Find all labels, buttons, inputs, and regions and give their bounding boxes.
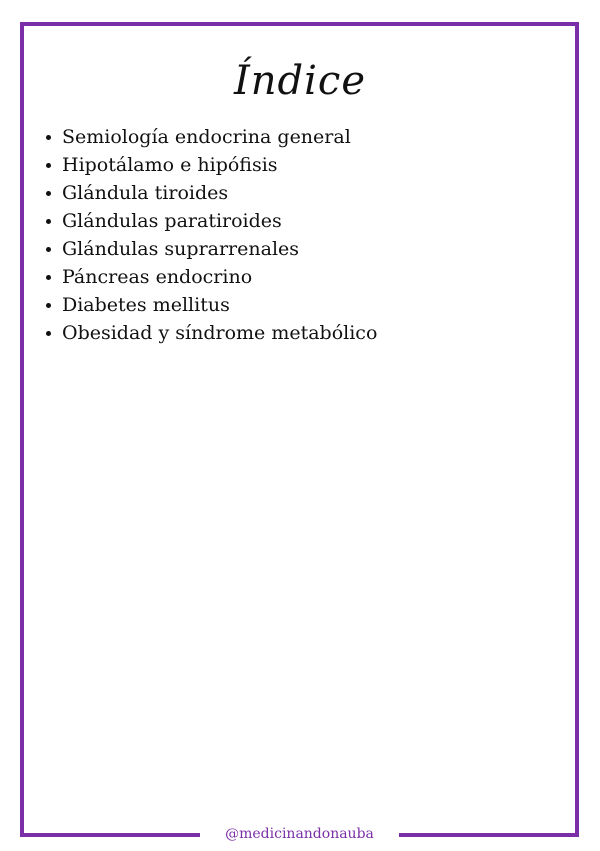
bullet-icon xyxy=(46,191,51,196)
list-item xyxy=(44,235,377,263)
bullet-icon xyxy=(46,135,51,140)
list-item xyxy=(44,291,377,319)
bullet-icon xyxy=(46,219,51,224)
page-border-right xyxy=(575,22,579,837)
list-item xyxy=(44,123,377,151)
list-item xyxy=(44,179,377,207)
page-border-top xyxy=(20,22,579,26)
list-item-label: Glándula tiroides xyxy=(62,182,229,204)
list-item-label: Glándulas suprarrenales xyxy=(62,238,300,260)
list-item-label: Páncreas endocrino xyxy=(62,266,253,288)
list-item-label: Glándulas paratiroides xyxy=(62,210,282,232)
list-item-label: Semiología endocrina general xyxy=(62,126,351,148)
list-item xyxy=(44,151,377,179)
list-item xyxy=(44,207,377,235)
list-item xyxy=(44,319,377,347)
page-border-bottom-left xyxy=(20,833,200,837)
footer-handle: @medicinandonauba xyxy=(225,826,374,842)
list-item xyxy=(44,263,377,291)
bullet-icon xyxy=(46,303,51,308)
bullet-icon xyxy=(46,247,51,252)
list-item-label: Hipotálamo e hipófisis xyxy=(62,154,278,176)
page-border-bottom-right xyxy=(399,833,579,837)
list-item-label: Obesidad y síndrome metabólico xyxy=(62,322,378,344)
page-border-left xyxy=(20,22,24,837)
page-title: Índice xyxy=(233,58,367,104)
table-of-contents xyxy=(44,123,377,347)
bullet-icon xyxy=(46,275,51,280)
bullet-icon xyxy=(46,331,51,336)
list-item-label: Diabetes mellitus xyxy=(62,294,230,316)
bullet-icon xyxy=(46,163,51,168)
